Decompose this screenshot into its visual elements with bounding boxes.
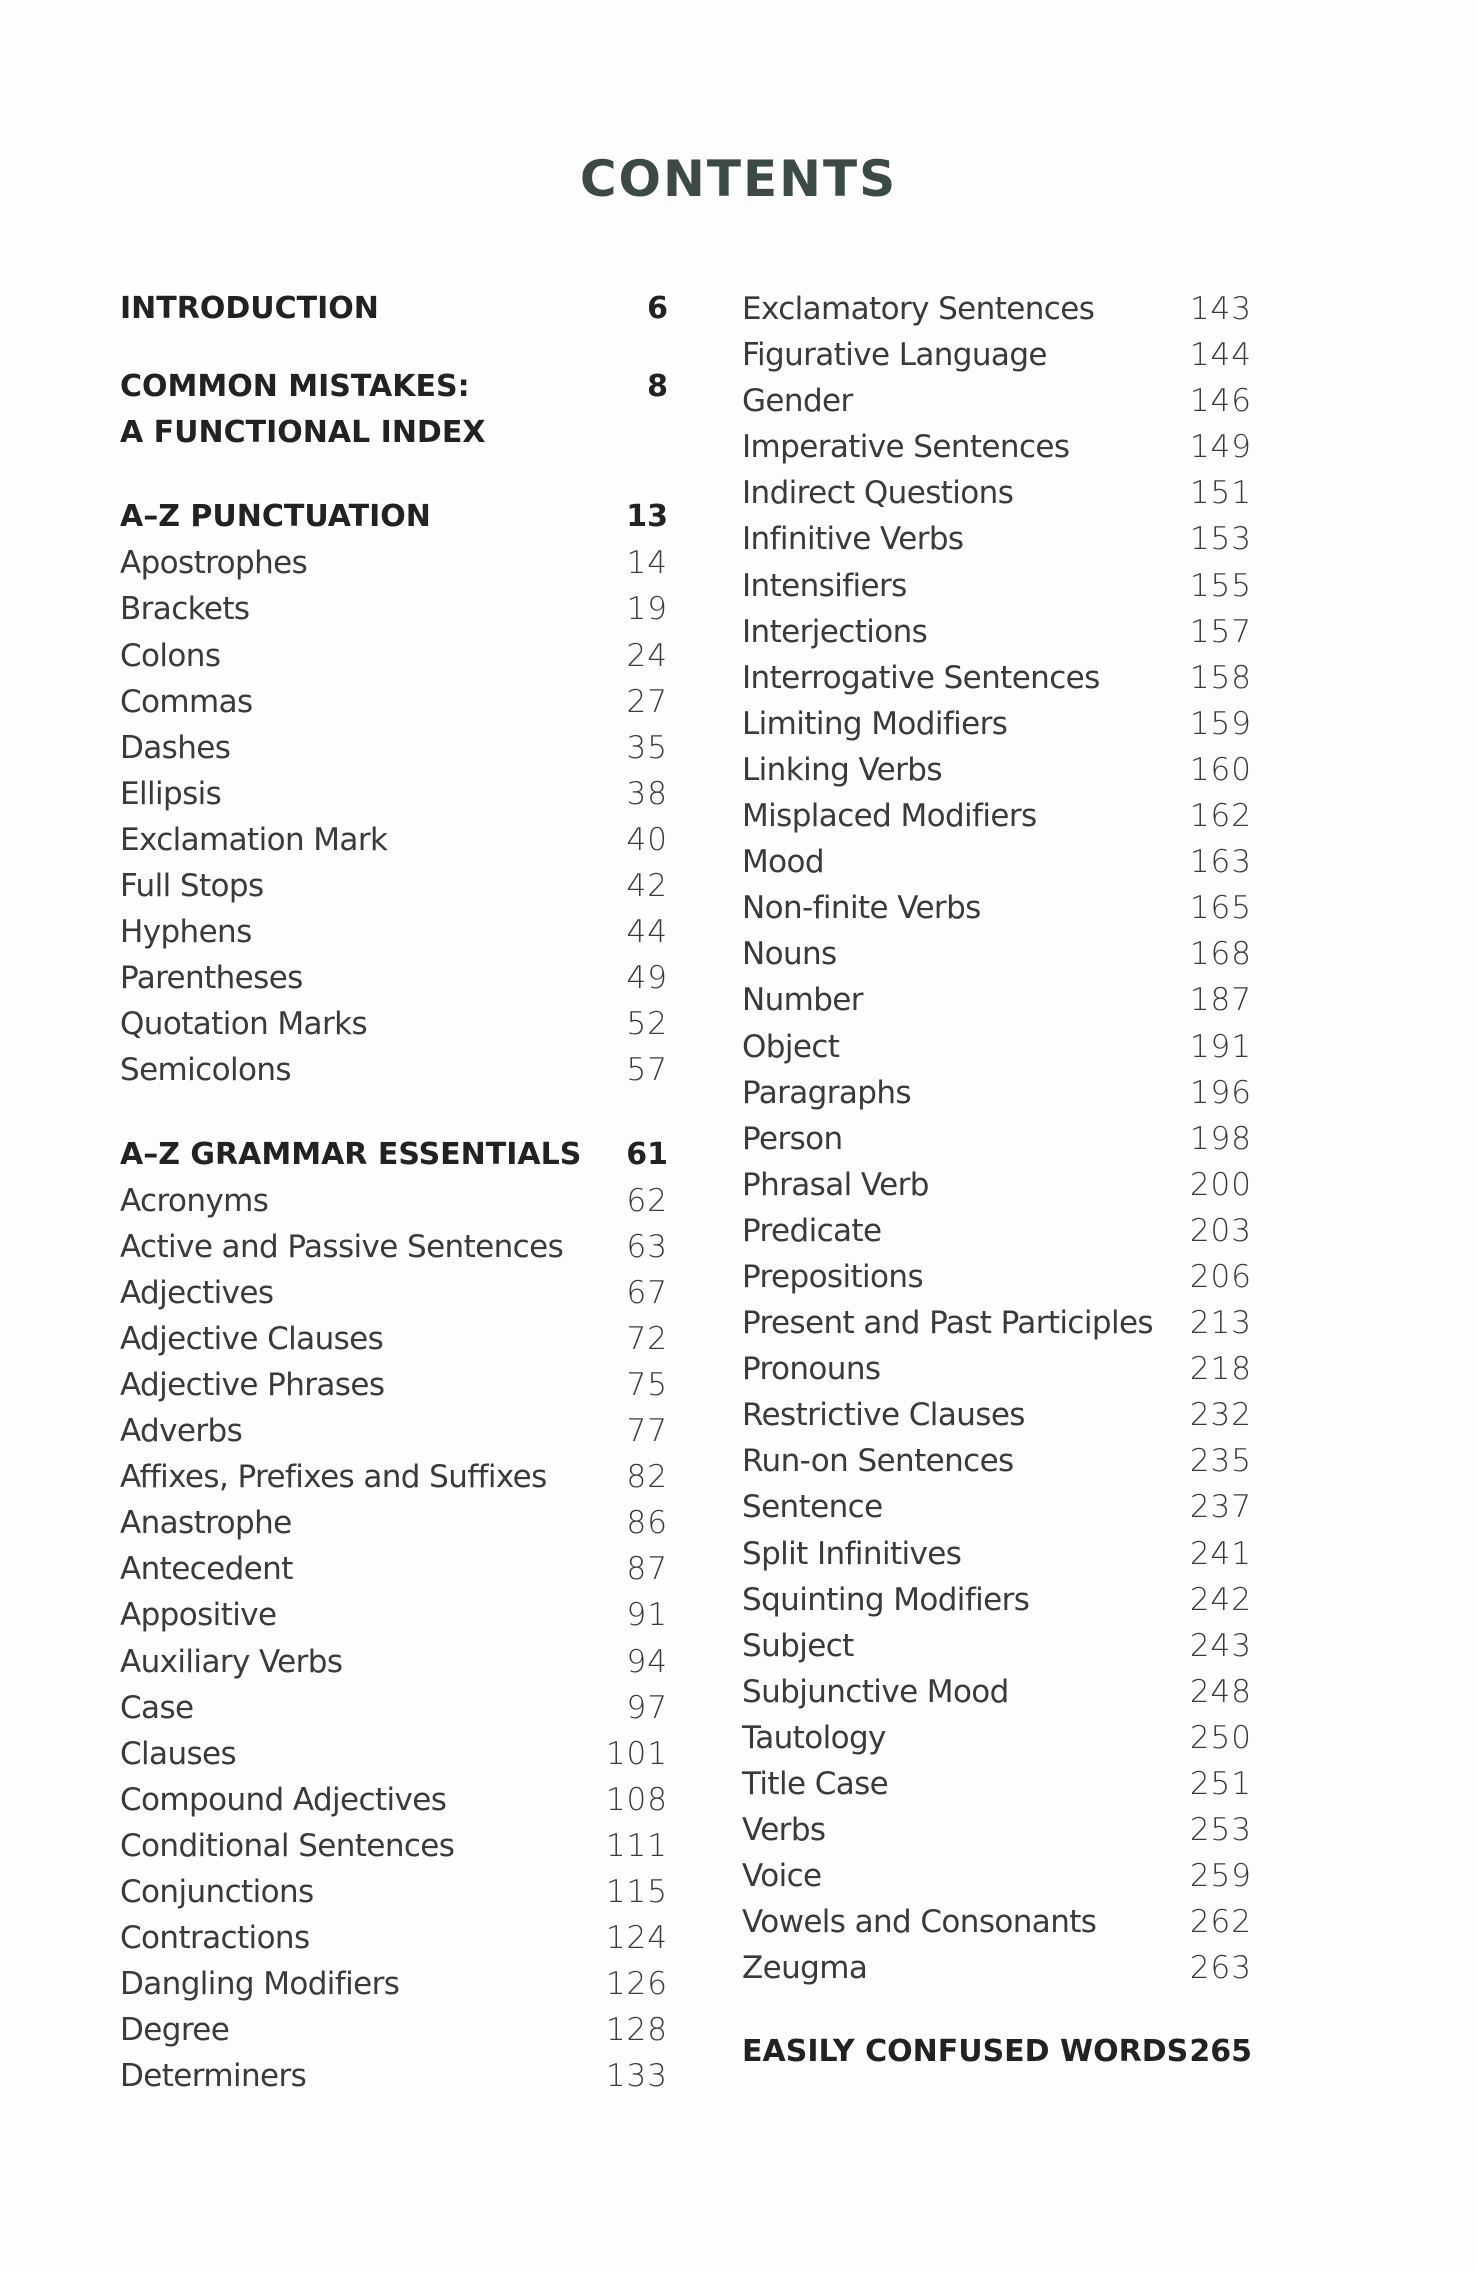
entry-page: 35 bbox=[626, 729, 668, 766]
section-page: 13 bbox=[626, 499, 668, 535]
entry-label: Quotation Marks bbox=[120, 1006, 367, 1043]
entry-page: 44 bbox=[626, 914, 668, 951]
entry-label: Person bbox=[742, 1120, 843, 1157]
entry-label: Linking Verbs bbox=[742, 751, 942, 788]
entry-page: 262 bbox=[1189, 1904, 1252, 1941]
toc-entry[interactable] bbox=[742, 1577, 1252, 1623]
entry-page: 155 bbox=[1189, 567, 1252, 604]
toc-entry[interactable] bbox=[120, 1915, 668, 1961]
entry-label: Exclamation Mark bbox=[120, 821, 388, 858]
entry-label: Dashes bbox=[120, 729, 231, 766]
entry-page: 158 bbox=[1189, 659, 1252, 696]
entry-label: Clauses bbox=[120, 1735, 237, 1772]
entry-page: 168 bbox=[1189, 936, 1252, 973]
entry-label: Vowels and Consonants bbox=[742, 1904, 1097, 1941]
toc-entry[interactable] bbox=[742, 1899, 1252, 1945]
entry-page: 151 bbox=[1189, 475, 1252, 512]
entry-page: 206 bbox=[1189, 1258, 1252, 1295]
toc-section-punctuation[interactable] bbox=[120, 494, 668, 540]
entry-label: Appositive bbox=[120, 1597, 277, 1634]
entry-label: COMMON MISTAKES: bbox=[120, 369, 470, 405]
entry-label: Infinitive Verbs bbox=[742, 521, 964, 558]
entry-page: 52 bbox=[626, 1006, 668, 1043]
entry-label: A FUNCTIONAL INDEX bbox=[120, 415, 486, 451]
toc-entry-common-mistakes[interactable] bbox=[120, 364, 668, 410]
toc-section-grammar[interactable] bbox=[120, 1132, 668, 1178]
entry-label: Mood bbox=[742, 844, 824, 881]
toc-entry[interactable] bbox=[120, 1823, 668, 1869]
contents-right-column bbox=[742, 286, 1252, 2076]
grammar-list-continued bbox=[742, 286, 1252, 1991]
entry-label: Subjunctive Mood bbox=[742, 1673, 1009, 1710]
entry-label: Restrictive Clauses bbox=[742, 1397, 1025, 1434]
toc-entry[interactable] bbox=[742, 1945, 1252, 1991]
entry-page: 38 bbox=[626, 775, 668, 812]
entry-page: 191 bbox=[1189, 1028, 1252, 1065]
entry-label: Contractions bbox=[120, 1920, 310, 1957]
toc-entry[interactable] bbox=[120, 1685, 668, 1731]
toc-entry[interactable] bbox=[120, 2053, 668, 2099]
entry-page: 86 bbox=[626, 1505, 668, 1542]
entry-label: Number bbox=[742, 982, 863, 1019]
entry-page: 159 bbox=[1189, 705, 1252, 742]
entry-label: Interrogative Sentences bbox=[742, 659, 1100, 696]
toc-entry[interactable] bbox=[742, 1807, 1252, 1853]
toc-entry-common-mistakes-line2 bbox=[120, 410, 668, 456]
entry-page: 263 bbox=[1189, 1950, 1252, 1987]
entry-label: Compound Adjectives bbox=[120, 1781, 447, 1818]
entry-page: 243 bbox=[1189, 1627, 1252, 1664]
entry-label: Intensifiers bbox=[742, 567, 907, 604]
toc-entry[interactable] bbox=[742, 1116, 1252, 1162]
toc-entry[interactable] bbox=[742, 1669, 1252, 1715]
entry-label: Case bbox=[120, 1689, 194, 1726]
entry-label: Semicolons bbox=[120, 1052, 291, 1089]
toc-entry[interactable] bbox=[120, 1454, 668, 1500]
entry-page: 67 bbox=[626, 1274, 668, 1311]
toc-entry[interactable] bbox=[742, 332, 1252, 378]
entry-label: Apostrophes bbox=[120, 545, 308, 582]
entry-page: 97 bbox=[626, 1689, 668, 1726]
toc-entry[interactable] bbox=[120, 1408, 668, 1454]
toc-entry[interactable] bbox=[120, 1592, 668, 1638]
entry-page: 124 bbox=[605, 1920, 668, 1957]
toc-entry[interactable] bbox=[120, 633, 668, 679]
entry-label: Active and Passive Sentences bbox=[120, 1228, 564, 1265]
entry-page: 62 bbox=[626, 1182, 668, 1219]
entry-label: Squinting Modifiers bbox=[742, 1581, 1030, 1618]
toc-entry[interactable] bbox=[742, 747, 1252, 793]
entry-page: 242 bbox=[1189, 1581, 1252, 1618]
entry-page: 232 bbox=[1189, 1397, 1252, 1434]
entry-page: 57 bbox=[626, 1052, 668, 1089]
toc-entry[interactable] bbox=[742, 424, 1252, 470]
toc-entry[interactable] bbox=[120, 1178, 668, 1224]
toc-entry[interactable] bbox=[742, 977, 1252, 1023]
entry-page: 146 bbox=[1189, 383, 1252, 420]
toc-entry[interactable] bbox=[120, 1500, 668, 1546]
toc-entry[interactable] bbox=[742, 1531, 1252, 1577]
entry-label: Present and Past Participles bbox=[742, 1305, 1153, 1342]
entry-page: 75 bbox=[626, 1366, 668, 1403]
entry-label: Predicate bbox=[742, 1212, 882, 1249]
entry-page: 165 bbox=[1189, 890, 1252, 927]
entry-page: 111 bbox=[605, 1827, 668, 1864]
toc-entry[interactable] bbox=[742, 609, 1252, 655]
toc-entry[interactable] bbox=[742, 1208, 1252, 1254]
section-label: A–Z GRAMMAR ESSENTIALS bbox=[120, 1136, 582, 1172]
toc-entry-introduction[interactable] bbox=[120, 286, 668, 332]
toc-entry[interactable] bbox=[120, 586, 668, 632]
entry-page: 251 bbox=[1189, 1766, 1252, 1802]
entry-label: Full Stops bbox=[120, 868, 264, 905]
toc-entry[interactable] bbox=[742, 1438, 1252, 1484]
entry-page: 63 bbox=[626, 1228, 668, 1265]
entry-page: 196 bbox=[1189, 1074, 1252, 1111]
entry-page: 162 bbox=[1189, 798, 1252, 835]
toc-entry[interactable] bbox=[120, 1731, 668, 1777]
toc-entry[interactable] bbox=[120, 1270, 668, 1316]
entry-label: Tautology bbox=[742, 1719, 886, 1756]
entry-label: Indirect Questions bbox=[742, 475, 1014, 512]
entry-page: 144 bbox=[1189, 337, 1252, 374]
toc-entry[interactable] bbox=[742, 931, 1252, 977]
entry-page: 198 bbox=[1189, 1120, 1252, 1157]
entry-page: 149 bbox=[1189, 429, 1252, 466]
entry-label: INTRODUCTION bbox=[120, 291, 379, 326]
entry-page: 241 bbox=[1189, 1535, 1252, 1572]
entry-page: 213 bbox=[1189, 1305, 1252, 1342]
entry-page: 49 bbox=[626, 960, 668, 997]
entry-page: 250 bbox=[1189, 1719, 1252, 1756]
toc-entry[interactable] bbox=[120, 679, 668, 725]
entry-page: 91 bbox=[626, 1597, 668, 1634]
entry-label: Limiting Modifiers bbox=[742, 705, 1008, 742]
section-page: 61 bbox=[626, 1136, 668, 1172]
entry-page: 160 bbox=[1189, 751, 1252, 788]
entry-page: 248 bbox=[1189, 1673, 1252, 1710]
toc-entry[interactable] bbox=[742, 1346, 1252, 1392]
toc-entry[interactable] bbox=[742, 839, 1252, 885]
grammar-list bbox=[120, 1178, 668, 2100]
toc-entry[interactable] bbox=[120, 540, 668, 586]
section-page: 265 bbox=[1189, 2034, 1252, 2070]
entry-label: Acronyms bbox=[120, 1182, 269, 1219]
entry-page: 218 bbox=[1189, 1351, 1252, 1388]
entry-label: Sentence bbox=[742, 1489, 883, 1526]
toc-entry[interactable] bbox=[120, 1362, 668, 1408]
entry-page: 157 bbox=[1189, 613, 1252, 650]
entry-page: 163 bbox=[1189, 844, 1252, 881]
toc-entry[interactable] bbox=[742, 1254, 1252, 1300]
entry-label: Exclamatory Sentences bbox=[742, 291, 1095, 327]
entry-page: 237 bbox=[1189, 1489, 1252, 1526]
toc-entry[interactable] bbox=[120, 2007, 668, 2053]
entry-label: Nouns bbox=[742, 936, 837, 973]
entry-label: Degree bbox=[120, 2012, 230, 2049]
entry-page: 8 bbox=[647, 369, 668, 405]
entry-page: 235 bbox=[1189, 1443, 1252, 1480]
entry-label: Non-finite Verbs bbox=[742, 890, 981, 927]
entry-page: 259 bbox=[1189, 1858, 1252, 1895]
entry-label: Dangling Modifiers bbox=[120, 1966, 400, 2003]
entry-page: 108 bbox=[605, 1781, 668, 1818]
toc-entry[interactable] bbox=[742, 286, 1252, 332]
toc-entry[interactable] bbox=[742, 563, 1252, 609]
toc-entry[interactable] bbox=[742, 378, 1252, 424]
toc-entry[interactable] bbox=[742, 655, 1252, 701]
toc-entry[interactable] bbox=[120, 771, 668, 817]
entry-label: Determiners bbox=[120, 2058, 307, 2095]
entry-label: Paragraphs bbox=[742, 1074, 911, 1111]
toc-entry[interactable] bbox=[742, 1853, 1252, 1899]
entry-label: Zeugma bbox=[742, 1950, 868, 1987]
toc-entry[interactable] bbox=[120, 863, 668, 909]
entry-label: Commas bbox=[120, 683, 253, 720]
page-title: CONTENTS bbox=[579, 150, 898, 208]
entry-page: 77 bbox=[626, 1413, 668, 1450]
toc-entry[interactable] bbox=[742, 1761, 1252, 1807]
entry-label: Anastrophe bbox=[120, 1505, 292, 1542]
entry-label: Gender bbox=[742, 383, 853, 420]
entry-label: Figurative Language bbox=[742, 337, 1047, 374]
toc-entry[interactable] bbox=[120, 817, 668, 863]
entry-page: 101 bbox=[605, 1735, 668, 1772]
entry-label: Verbs bbox=[742, 1812, 826, 1849]
entry-label: Imperative Sentences bbox=[742, 429, 1070, 466]
toc-entry[interactable] bbox=[120, 1639, 668, 1685]
toc-entry[interactable] bbox=[742, 701, 1252, 747]
entry-page: 82 bbox=[626, 1459, 668, 1496]
entry-label: Parentheses bbox=[120, 960, 303, 997]
entry-page: 200 bbox=[1189, 1166, 1252, 1203]
entry-label: Split Infinitives bbox=[742, 1535, 962, 1572]
toc-entry[interactable] bbox=[742, 1623, 1252, 1669]
entry-page: 187 bbox=[1189, 982, 1252, 1019]
entry-label: Interjections bbox=[742, 613, 928, 650]
entry-label: Pronouns bbox=[742, 1351, 881, 1388]
entry-label: Brackets bbox=[120, 591, 250, 628]
entry-label: Hyphens bbox=[120, 914, 252, 951]
toc-entry[interactable] bbox=[742, 1070, 1252, 1116]
toc-entry[interactable] bbox=[120, 955, 668, 1001]
toc-entry[interactable] bbox=[120, 1869, 668, 1915]
entry-label: Subject bbox=[742, 1627, 854, 1664]
entry-label: Affixes, Prefixes and Suffixes bbox=[120, 1459, 547, 1496]
toc-entry[interactable] bbox=[742, 1392, 1252, 1438]
entry-label: Auxiliary Verbs bbox=[120, 1643, 343, 1680]
entry-label: Adjective Phrases bbox=[120, 1366, 385, 1403]
toc-entry[interactable] bbox=[742, 885, 1252, 931]
entry-label: Prepositions bbox=[742, 1258, 924, 1295]
toc-entry[interactable] bbox=[120, 1047, 668, 1093]
toc-entry[interactable] bbox=[742, 1300, 1252, 1346]
entry-page: 133 bbox=[605, 2058, 668, 2095]
entry-page: 128 bbox=[605, 2012, 668, 2049]
toc-entry[interactable] bbox=[120, 909, 668, 955]
toc-entry[interactable] bbox=[742, 1484, 1252, 1530]
entry-page: 27 bbox=[626, 683, 668, 720]
contents-left-column bbox=[120, 286, 668, 2099]
toc-entry[interactable] bbox=[742, 1715, 1252, 1761]
toc-entry[interactable] bbox=[120, 1224, 668, 1270]
entry-label: Ellipsis bbox=[120, 775, 222, 812]
entry-page: 14 bbox=[626, 545, 668, 582]
toc-entry[interactable] bbox=[742, 470, 1252, 516]
toc-entry[interactable] bbox=[120, 1546, 668, 1592]
section-label: A–Z PUNCTUATION bbox=[120, 499, 431, 535]
entry-label: Phrasal Verb bbox=[742, 1166, 929, 1203]
entry-page: 153 bbox=[1189, 521, 1252, 558]
entry-page: 126 bbox=[605, 1966, 668, 2003]
toc-entry[interactable] bbox=[120, 1001, 668, 1047]
entry-label: Adjective Clauses bbox=[120, 1320, 384, 1357]
entry-page: 94 bbox=[626, 1643, 668, 1680]
entry-page: 253 bbox=[1189, 1812, 1252, 1849]
toc-entry[interactable] bbox=[120, 1961, 668, 2007]
toc-entry[interactable] bbox=[742, 1024, 1252, 1070]
section-label: EASILY CONFUSED WORDS bbox=[742, 2034, 1189, 2070]
toc-entry[interactable] bbox=[742, 516, 1252, 562]
entry-label: Conditional Sentences bbox=[120, 1827, 455, 1864]
entry-page: 72 bbox=[626, 1320, 668, 1357]
toc-entry[interactable] bbox=[120, 725, 668, 771]
entry-page: 143 bbox=[1189, 291, 1252, 327]
entry-label: Object bbox=[742, 1028, 840, 1065]
toc-entry[interactable] bbox=[120, 1316, 668, 1362]
entry-label: Run-on Sentences bbox=[742, 1443, 1014, 1480]
entry-page: 19 bbox=[626, 591, 668, 628]
entry-label: Conjunctions bbox=[120, 1874, 314, 1910]
punctuation-list bbox=[120, 540, 668, 1093]
toc-section-easily-confused-words[interactable] bbox=[742, 2029, 1252, 2075]
toc-entry[interactable] bbox=[120, 1777, 668, 1823]
entry-page: 42 bbox=[626, 868, 668, 905]
entry-label: Adjectives bbox=[120, 1274, 274, 1311]
entry-page: 203 bbox=[1189, 1212, 1252, 1249]
toc-entry[interactable] bbox=[742, 793, 1252, 839]
entry-page: 24 bbox=[626, 637, 668, 674]
entry-page: 87 bbox=[626, 1551, 668, 1588]
entry-label: Misplaced Modifiers bbox=[742, 798, 1037, 835]
toc-entry[interactable] bbox=[742, 1162, 1252, 1208]
entry-page: 40 bbox=[626, 821, 668, 858]
entry-label: Adverbs bbox=[120, 1413, 243, 1450]
entry-page: 115 bbox=[605, 1874, 668, 1910]
entry-label: Colons bbox=[120, 637, 221, 674]
entry-label: Title Case bbox=[742, 1766, 889, 1802]
entry-label: Antecedent bbox=[120, 1551, 293, 1588]
entry-page: 6 bbox=[647, 291, 668, 326]
entry-label: Voice bbox=[742, 1858, 822, 1895]
